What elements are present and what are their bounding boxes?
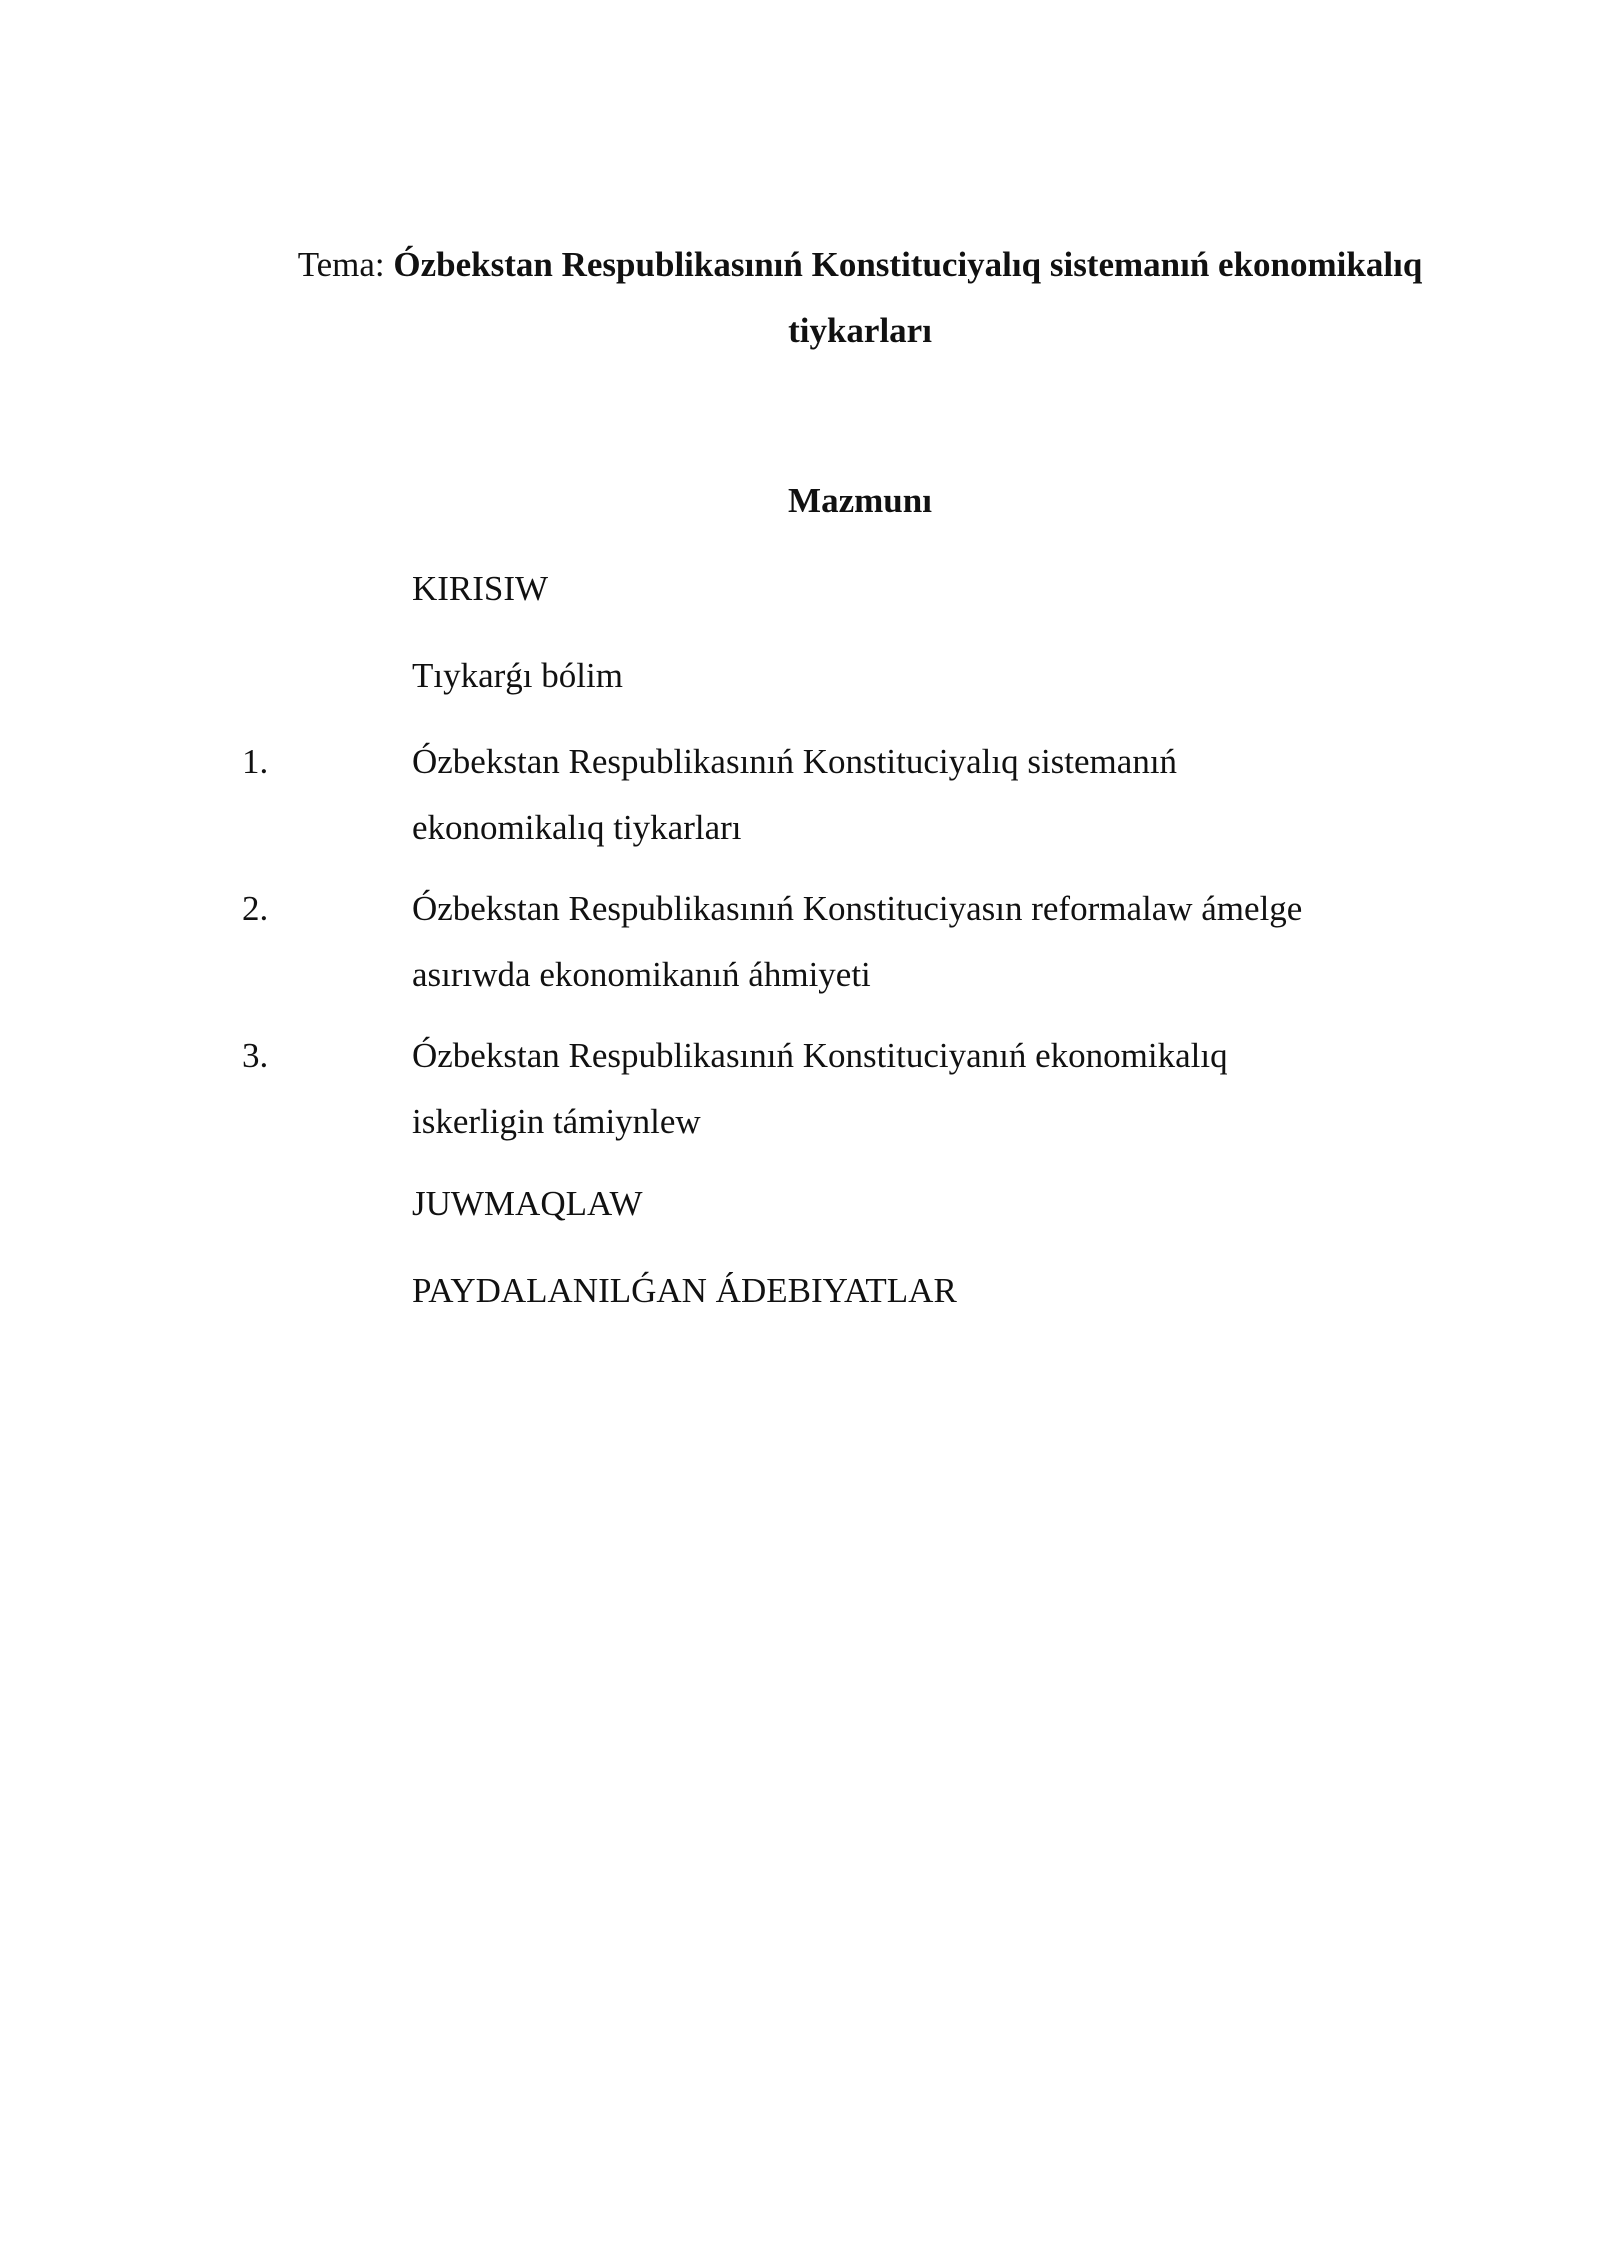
toc-item-text-line1: Ózbekstan Respublikasınıń Konstituciyanıń ekonomikalıq xyxy=(412,1036,1228,1075)
document-title xyxy=(240,232,1480,364)
toc-item-text-line2: ekonomikalıq tiykarları xyxy=(412,808,742,847)
title-prefix: Tema: xyxy=(297,245,394,284)
toc-item-number: 1. xyxy=(242,742,269,781)
toc-item-number: 3. xyxy=(242,1036,269,1075)
toc-item-text-line1: Ózbekstan Respublikasınıń Konstituciyasın reformalaw ámelge xyxy=(412,889,1303,928)
toc-entry-references: PAYDALANILǴAN ÁDEBIYATLAR xyxy=(412,1271,957,1310)
toc-entry-conclusion: JUWMAQLAW xyxy=(412,1184,643,1223)
contents-heading: Mazmunı xyxy=(788,481,932,520)
toc-entry-intro: KIRISIW xyxy=(412,569,549,608)
toc-item-text-line1: Ózbekstan Respublikasınıń Konstituciyalıq sistemanıń xyxy=(412,742,1178,781)
toc-item-number: 2. xyxy=(242,889,269,928)
toc-item-text-line2: iskerligin támiynlew xyxy=(412,1102,701,1141)
toc-item-text-line2: asırıwda ekonomikanıń áhmiyeti xyxy=(412,955,871,994)
toc-entry-main-part: Tıykarǵı bólim xyxy=(412,656,623,695)
title-main: Ózbekstan Respublikasınıń Konstituciyalıq sistemanıń ekonomikalıq tiykarları xyxy=(393,245,1423,350)
